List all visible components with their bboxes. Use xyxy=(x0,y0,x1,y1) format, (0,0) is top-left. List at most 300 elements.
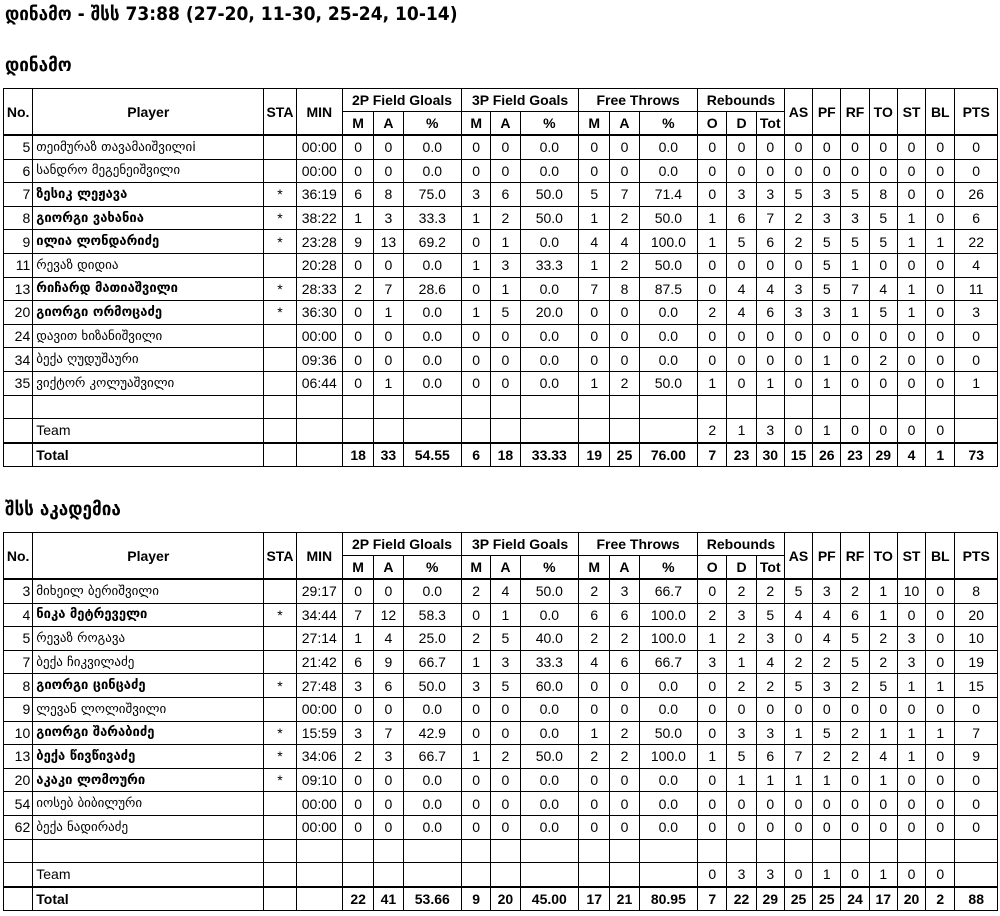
subheader-o: O xyxy=(698,556,727,580)
player-row xyxy=(4,674,998,698)
stat-p3m: 0 xyxy=(462,603,491,627)
starter-mark: * xyxy=(264,745,296,769)
stat-fta: 0 xyxy=(610,159,639,183)
stat-fta: 7 xyxy=(610,183,639,207)
starter-mark xyxy=(264,627,296,651)
stat-as: 3 xyxy=(784,277,812,301)
total-stat-as: 25 xyxy=(784,887,812,911)
stat-p3p: 0.0 xyxy=(520,348,579,372)
stat-p3p: 0.0 xyxy=(520,230,579,254)
col-no-header: No. xyxy=(4,89,33,136)
player-number: 7 xyxy=(4,650,33,674)
total-stat-fta: 21 xyxy=(610,887,639,911)
stat-fta: 0 xyxy=(610,674,639,698)
col-st-header: ST xyxy=(897,533,925,580)
stat-p2p: 66.7 xyxy=(403,745,462,769)
stat-fta: 0 xyxy=(610,135,639,159)
stat-tot: 1 xyxy=(756,371,784,395)
player-name: რიჩარდ მათიაშვილი xyxy=(33,277,264,301)
stat-pts: 0 xyxy=(955,324,998,348)
total-stat-p3p: 45.00 xyxy=(520,887,579,911)
player-number: 20 xyxy=(4,301,33,325)
stat-d: 2 xyxy=(727,674,756,698)
total-row xyxy=(4,443,998,467)
stat-pf: 5 xyxy=(813,277,841,301)
player-number: 5 xyxy=(4,627,33,651)
col-rf-header: RF xyxy=(841,533,869,580)
stat-st: 1 xyxy=(897,277,925,301)
stat-ftp: 0.0 xyxy=(639,697,698,721)
subheader-d: D xyxy=(727,556,756,580)
stat-bl: 0 xyxy=(926,768,955,792)
player-name: დავით ხიზანიშვილი xyxy=(33,324,264,348)
total-stat-p2p: 54.55 xyxy=(403,443,462,467)
stat-as: 2 xyxy=(784,206,812,230)
stat-o: 1 xyxy=(698,627,727,651)
empty-cell xyxy=(296,839,342,863)
starter-mark: * xyxy=(264,721,296,745)
stat-p3m: 0 xyxy=(462,697,491,721)
empty-cell xyxy=(343,395,374,419)
header-row xyxy=(4,89,998,112)
stat-ftm: 2 xyxy=(579,745,610,769)
stat-tot: 3 xyxy=(756,183,784,207)
player-number: 7 xyxy=(4,183,33,207)
stat-as: 2 xyxy=(784,650,812,674)
stat-st: 0 xyxy=(897,792,925,816)
player-row xyxy=(4,697,998,721)
player-name: ბექა წივწივაძე xyxy=(33,745,264,769)
stat-as: 1 xyxy=(784,768,812,792)
stat-fta: 8 xyxy=(610,277,639,301)
stat-as: 0 xyxy=(784,371,812,395)
subheader-a: A xyxy=(491,112,520,136)
stat-ftm: 6 xyxy=(579,603,610,627)
stat-bl: 0 xyxy=(926,301,955,325)
team-row xyxy=(4,419,998,443)
stat-pts: 0 xyxy=(955,792,998,816)
stat-fta: 0 xyxy=(610,348,639,372)
empty-cell xyxy=(784,395,812,419)
stat-st: 3 xyxy=(897,650,925,674)
stat-rf: 0 xyxy=(841,768,869,792)
stat-to: 0 xyxy=(869,792,897,816)
stat-ftm: 1 xyxy=(579,371,610,395)
team-stat-as: 0 xyxy=(784,863,812,887)
player-name: იოსებ ბიბილური xyxy=(33,792,264,816)
player-row xyxy=(4,301,998,325)
stat-p2p: 0.0 xyxy=(403,135,462,159)
team-name-away: შსს აკადემია xyxy=(5,498,121,520)
stat-tot: 0 xyxy=(756,815,784,839)
starter-mark xyxy=(264,348,296,372)
stat-p3p: 0.0 xyxy=(520,371,579,395)
stat-p2m: 0 xyxy=(343,135,374,159)
col-sta-header: STA xyxy=(264,533,296,580)
stat-d: 3 xyxy=(727,603,756,627)
total-stat-p2m: 22 xyxy=(343,887,374,911)
player-row xyxy=(4,253,998,277)
stat-p3a: 0 xyxy=(491,348,520,372)
team-stat-bl: 0 xyxy=(926,419,955,443)
col-to-header: TO xyxy=(869,533,897,580)
player-name: გიორგი ვახანია xyxy=(33,206,264,230)
stat-o: 0 xyxy=(698,674,727,698)
stat-o: 1 xyxy=(698,206,727,230)
minutes: 29:17 xyxy=(296,579,342,603)
minutes: 00:00 xyxy=(296,792,342,816)
stat-p3p: 0.0 xyxy=(520,768,579,792)
stat-p2p: 28.6 xyxy=(403,277,462,301)
stat-fta: 2 xyxy=(610,627,639,651)
starter-mark: * xyxy=(264,301,296,325)
stat-o: 2 xyxy=(698,301,727,325)
stat-pf: 0 xyxy=(813,135,841,159)
stat-tot: 0 xyxy=(756,253,784,277)
stat-d: 0 xyxy=(727,253,756,277)
stat-p2m: 0 xyxy=(343,697,374,721)
player-row xyxy=(4,745,998,769)
stat-p3p: 0.0 xyxy=(520,603,579,627)
stat-st: 0 xyxy=(897,324,925,348)
stat-pf: 3 xyxy=(813,301,841,325)
stat-d: 0 xyxy=(727,697,756,721)
stat-fta: 0 xyxy=(610,768,639,792)
player-row xyxy=(4,135,998,159)
stat-bl: 1 xyxy=(926,230,955,254)
minutes: 20:28 xyxy=(296,253,342,277)
minutes: 09:36 xyxy=(296,348,342,372)
stat-st: 0 xyxy=(897,768,925,792)
stat-p3m: 0 xyxy=(462,371,491,395)
team-row-label: Team xyxy=(33,419,264,443)
total-stat-p3a: 20 xyxy=(491,887,520,911)
subheader-m: M xyxy=(343,556,374,580)
stat-p3m: 0 xyxy=(462,815,491,839)
total-stat-p3a: 18 xyxy=(491,443,520,467)
total-stat-p3p: 33.33 xyxy=(520,443,579,467)
stat-d: 2 xyxy=(727,627,756,651)
stat-tot: 3 xyxy=(756,627,784,651)
subheader-pct: % xyxy=(520,556,579,580)
player-number: 20 xyxy=(4,768,33,792)
stat-ftm: 1 xyxy=(579,253,610,277)
player-number: 62 xyxy=(4,815,33,839)
stat-bl: 0 xyxy=(926,253,955,277)
empty-cell xyxy=(343,863,374,887)
stat-ftm: 7 xyxy=(579,277,610,301)
stat-ftp: 0.0 xyxy=(639,159,698,183)
stat-p3m: 0 xyxy=(462,159,491,183)
empty-cell xyxy=(897,839,925,863)
stat-as: 1 xyxy=(784,721,812,745)
stat-to: 2 xyxy=(869,348,897,372)
total-stat-fta: 25 xyxy=(610,443,639,467)
stat-pf: 1 xyxy=(813,348,841,372)
stat-bl: 0 xyxy=(926,745,955,769)
stat-p2m: 3 xyxy=(343,721,374,745)
stat-p2a: 7 xyxy=(374,721,403,745)
stat-tot: 7 xyxy=(756,206,784,230)
total-stat-p3m: 6 xyxy=(462,443,491,467)
empty-cell xyxy=(343,839,374,863)
team-stat-tot: 3 xyxy=(756,419,784,443)
stat-as: 2 xyxy=(784,230,812,254)
stat-ftp: 71.4 xyxy=(639,183,698,207)
player-row xyxy=(4,650,998,674)
stat-fta: 4 xyxy=(610,230,639,254)
stat-d: 0 xyxy=(727,792,756,816)
stat-as: 0 xyxy=(784,348,812,372)
stat-p2p: 75.0 xyxy=(403,183,462,207)
stat-ftm: 0 xyxy=(579,159,610,183)
stat-ftm: 2 xyxy=(579,579,610,603)
starter-mark: * xyxy=(264,206,296,230)
stat-fta: 0 xyxy=(610,324,639,348)
stat-ftm: 4 xyxy=(579,650,610,674)
stat-rf: 0 xyxy=(841,371,869,395)
stat-as: 5 xyxy=(784,674,812,698)
col-player-header: Player xyxy=(33,89,264,136)
stat-pf: 5 xyxy=(813,230,841,254)
stat-p2m: 2 xyxy=(343,277,374,301)
player-number: 54 xyxy=(4,792,33,816)
stat-tot: 6 xyxy=(756,745,784,769)
stat-rf: 0 xyxy=(841,348,869,372)
minutes: 00:00 xyxy=(296,697,342,721)
stat-ftp: 50.0 xyxy=(639,253,698,277)
stat-bl: 1 xyxy=(926,674,955,698)
stat-to: 8 xyxy=(869,183,897,207)
stat-pts: 22 xyxy=(955,230,998,254)
stat-pf: 1 xyxy=(813,371,841,395)
total-stat-p3m: 9 xyxy=(462,887,491,911)
stat-tot: 0 xyxy=(756,348,784,372)
stat-pts: 0 xyxy=(955,135,998,159)
stat-p2a: 3 xyxy=(374,745,403,769)
stat-ftp: 0.0 xyxy=(639,674,698,698)
stat-rf: 5 xyxy=(841,627,869,651)
stat-tot: 1 xyxy=(756,768,784,792)
total-stat-to: 17 xyxy=(869,887,897,911)
stat-p2m: 9 xyxy=(343,230,374,254)
stat-bl: 0 xyxy=(926,159,955,183)
stat-d: 1 xyxy=(727,650,756,674)
total-stat-ftm: 17 xyxy=(579,887,610,911)
stat-as: 0 xyxy=(784,253,812,277)
stat-p2a: 0 xyxy=(374,768,403,792)
col-as-header: AS xyxy=(784,533,812,580)
empty-cell xyxy=(491,839,520,863)
stat-pf: 0 xyxy=(813,815,841,839)
team-stat-bl: 0 xyxy=(926,863,955,887)
empty-cell xyxy=(462,863,491,887)
stat-ftm: 1 xyxy=(579,721,610,745)
empty-cell xyxy=(610,839,639,863)
group-header-fg2: 2P Field Gloals xyxy=(343,89,462,112)
stat-p3a: 2 xyxy=(491,745,520,769)
stat-to: 0 xyxy=(869,159,897,183)
stat-p3p: 20.0 xyxy=(520,301,579,325)
stat-bl: 0 xyxy=(926,792,955,816)
starter-mark xyxy=(264,650,296,674)
stat-tot: 3 xyxy=(756,721,784,745)
total-stat-p2m: 18 xyxy=(343,443,374,467)
team-stat-pf: 1 xyxy=(813,863,841,887)
stat-ftm: 0 xyxy=(579,324,610,348)
stat-p2m: 1 xyxy=(343,206,374,230)
empty-cell xyxy=(869,395,897,419)
empty-cell xyxy=(374,863,403,887)
team-stat-rf: 0 xyxy=(841,863,869,887)
group-header-reb: Rebounds xyxy=(698,533,785,556)
stat-o: 0 xyxy=(698,348,727,372)
stat-pf: 2 xyxy=(813,745,841,769)
stat-ftm: 0 xyxy=(579,301,610,325)
empty-cell xyxy=(296,419,342,443)
total-stat-p2a: 41 xyxy=(374,887,403,911)
stat-as: 0 xyxy=(784,697,812,721)
stat-p2a: 0 xyxy=(374,324,403,348)
total-stat-as: 15 xyxy=(784,443,812,467)
stat-o: 2 xyxy=(698,603,727,627)
player-name: მიხეილ ბერიშვილი xyxy=(33,579,264,603)
player-name: ბექა ნადირაძე xyxy=(33,815,264,839)
player-name: სანდრო მეგენეიშვილი xyxy=(33,159,264,183)
stat-o: 0 xyxy=(698,277,727,301)
stat-ftp: 0.0 xyxy=(639,792,698,816)
stat-rf: 0 xyxy=(841,815,869,839)
game-title: დინამო - შსს 73:88 (27-20, 11-30, 25-24, 10-14) xyxy=(5,3,458,25)
col-st-header: ST xyxy=(897,89,925,136)
empty-cell xyxy=(4,839,33,863)
subheader-a: A xyxy=(374,112,403,136)
stat-p2a: 9 xyxy=(374,650,403,674)
stat-pts: 0 xyxy=(955,815,998,839)
player-number: 9 xyxy=(4,697,33,721)
empty-cell xyxy=(374,839,403,863)
stat-o: 0 xyxy=(698,135,727,159)
stat-o: 0 xyxy=(698,183,727,207)
empty-cell xyxy=(403,395,462,419)
minutes: 00:00 xyxy=(296,135,342,159)
subheader-m: M xyxy=(462,112,491,136)
stat-fta: 2 xyxy=(610,745,639,769)
stat-p3a: 5 xyxy=(491,674,520,698)
player-name: ბექა ჩიკვილაძე xyxy=(33,650,264,674)
starter-mark xyxy=(264,159,296,183)
total-stat-d: 22 xyxy=(727,887,756,911)
empty-cell xyxy=(462,419,491,443)
player-name: ბექა ღუდუშაური xyxy=(33,348,264,372)
subheader-pct: % xyxy=(403,556,462,580)
team-stat-as: 0 xyxy=(784,419,812,443)
col-bl-header: BL xyxy=(926,533,955,580)
subheader-a: A xyxy=(610,112,639,136)
empty-cell xyxy=(756,839,784,863)
empty-cell xyxy=(639,863,698,887)
stat-bl: 0 xyxy=(926,277,955,301)
group-header-ft: Free Throws xyxy=(579,89,698,112)
player-row xyxy=(4,603,998,627)
starter-mark xyxy=(264,324,296,348)
stat-d: 0 xyxy=(727,159,756,183)
stat-p2p: 0.0 xyxy=(403,324,462,348)
starter-mark: * xyxy=(264,183,296,207)
empty-cell xyxy=(264,419,296,443)
stat-p2p: 0.0 xyxy=(403,371,462,395)
player-name: ილია ლონდარიძე xyxy=(33,230,264,254)
total-stat-ftp: 80.95 xyxy=(639,887,698,911)
subheader-a: A xyxy=(374,556,403,580)
starter-mark xyxy=(264,697,296,721)
empty-cell xyxy=(841,839,869,863)
empty-cell xyxy=(955,419,998,443)
col-min-header: MIN xyxy=(296,89,342,136)
stat-pf: 3 xyxy=(813,674,841,698)
stat-p2p: 66.7 xyxy=(403,650,462,674)
empty-cell xyxy=(264,887,296,911)
stat-p3m: 0 xyxy=(462,135,491,159)
stat-bl: 0 xyxy=(926,183,955,207)
starter-mark: * xyxy=(264,768,296,792)
team-stat-o: 2 xyxy=(698,419,727,443)
empty-cell xyxy=(520,419,579,443)
stat-p3p: 0.0 xyxy=(520,721,579,745)
player-row xyxy=(4,206,998,230)
stat-as: 0 xyxy=(784,627,812,651)
empty-cell xyxy=(897,395,925,419)
player-name: ნიკა მეტრეველი xyxy=(33,603,264,627)
stat-to: 0 xyxy=(869,324,897,348)
stat-pts: 10 xyxy=(955,627,998,651)
player-name: ვიქტორ კოლუაშვილი xyxy=(33,371,264,395)
stat-p2a: 6 xyxy=(374,674,403,698)
player-name: რევაზ დიდია xyxy=(33,253,264,277)
empty-cell xyxy=(610,419,639,443)
total-stat-rf: 23 xyxy=(841,443,869,467)
stat-tot: 0 xyxy=(756,135,784,159)
total-stat-bl: 2 xyxy=(926,887,955,911)
stat-st: 0 xyxy=(897,183,925,207)
stat-p2m: 0 xyxy=(343,768,374,792)
stat-ftm: 0 xyxy=(579,348,610,372)
empty-cell xyxy=(926,839,955,863)
empty-cell xyxy=(926,395,955,419)
empty-cell xyxy=(610,863,639,887)
starter-mark: * xyxy=(264,277,296,301)
stat-pf: 0 xyxy=(813,792,841,816)
stat-bl: 0 xyxy=(926,815,955,839)
team-stat-tot: 3 xyxy=(756,863,784,887)
stat-p2m: 0 xyxy=(343,253,374,277)
stat-p2m: 6 xyxy=(343,650,374,674)
stat-p2m: 0 xyxy=(343,301,374,325)
stat-fta: 0 xyxy=(610,301,639,325)
stat-p3p: 33.3 xyxy=(520,650,579,674)
player-row xyxy=(4,721,998,745)
stat-pts: 26 xyxy=(955,183,998,207)
stat-pts: 15 xyxy=(955,674,998,698)
stat-to: 5 xyxy=(869,674,897,698)
stat-p2a: 13 xyxy=(374,230,403,254)
stat-ftp: 100.0 xyxy=(639,745,698,769)
empty-cell xyxy=(579,419,610,443)
stat-p2p: 33.3 xyxy=(403,206,462,230)
stat-o: 0 xyxy=(698,159,727,183)
stat-p3a: 2 xyxy=(491,206,520,230)
stat-to: 5 xyxy=(869,301,897,325)
